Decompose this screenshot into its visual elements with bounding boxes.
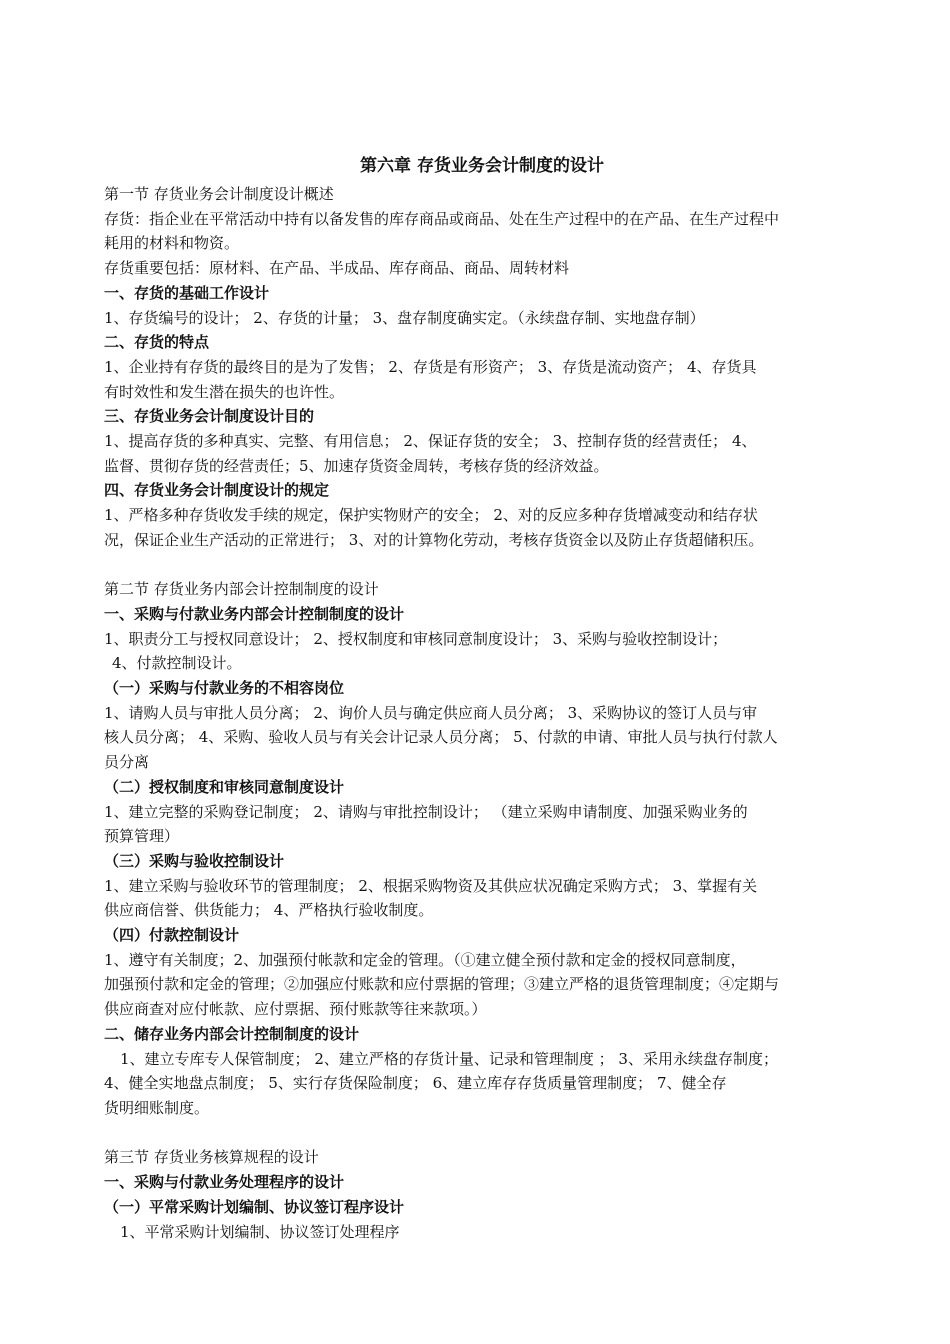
paragraph-line: 1、企业持有存货的最终目的是为了发售； 2、存货是有形资产； 3、存货是流动资产； 4、存货具 <box>104 357 757 376</box>
subheading: 三、存货业务会计制度设计目的 <box>104 407 315 426</box>
paragraph-line: 供应商查对应付帐款、应付票据、预付账款等往来款项。） <box>104 1000 487 1019</box>
paragraph-line: 况，保证企业生产活动的正常进行； 3、对的计算物化劳动，考核存货资金以及防止存货超储积压。 <box>104 530 764 549</box>
paragraph-line: 1、严格多种存货收发手续的规定，保护实物财产的安全； 2、对的反应多种存货增减变动和结存状 <box>104 506 758 525</box>
chapter-title: 第六章 存货业务会计制度的设计 <box>360 156 604 176</box>
paragraph-line: 货明细账制度。 <box>104 1099 210 1117</box>
subheading: 二、存货的特点 <box>104 333 210 352</box>
sub-subheading: （二）授权制度和审核同意制度设计 <box>104 777 345 796</box>
paragraph-line: 员分离 <box>104 753 150 772</box>
subheading: 一、存货的基础工作设计 <box>104 283 270 302</box>
paragraph-line: 1、存货编号的设计； 2、存货的计量； 3、盘存制度确实定。（永续盘存制、实地盘存制） <box>104 308 705 327</box>
paragraph-line: 核人员分离； 4、采购、验收人员与有关会计记录人员分离； 5、付款的申请、审批人员与执行付款人 <box>104 728 778 747</box>
paragraph-line: 1、平常采购计划编制、协议签订处理程序 <box>120 1222 400 1241</box>
paragraph-line: 4、健全实地盘点制度； 5、实行存货保险制度； 6、建立库存存货质量管理制度； 7、健全存 <box>104 1074 727 1093</box>
paragraph-line: 1、建立专库专人保管制度； 2、建立严格的存货计量、记录和管理制度 ； 3、采用永续盘存制度； <box>120 1049 778 1068</box>
paragraph-line: 1、遵守有关制度；2、加强预付帐款和定金的管理。（①建立健全预付款和定金的授权同意制度， <box>104 950 746 969</box>
sub-subheading: （一）平常采购计划编制、协议签订程序设计 <box>104 1197 405 1216</box>
subheading: 二、储存业务内部会计控制制度的设计 <box>104 1024 360 1043</box>
paragraph-line: 1、建立采购与验收环节的管理制度； 2、根据采购物资及其供应状况确定采购方式； 3、掌握有关 <box>104 876 758 895</box>
paragraph-line: 监督、贯彻存货的经营责任；5、加速存货资金周转，考核存货的经济效益。 <box>104 456 609 475</box>
subheading: 一、采购与付款业务处理程序的设计 <box>104 1173 345 1192</box>
paragraph-line: 有时效性和发生潜在损失的也许性。 <box>104 382 345 401</box>
section-2-heading: 第二节 存货业务内部会计控制制度的设计 <box>104 580 379 599</box>
sub-subheading: （四）付款控制设计 <box>104 926 240 945</box>
paragraph-line: 预算管理） <box>104 827 180 846</box>
paragraph-line: 1、建立完整的采购登记制度； 2、请购与审批控制设计； （建立采购申请制度、加强采购业务的 <box>104 802 748 821</box>
paragraph-line: 1、职责分工与授权同意设计； 2、授权制度和审核同意制度设计； 3、采购与验收控制设计； <box>104 629 728 648</box>
paragraph-line: 1、提高存货的多种真实、完整、有用信息； 2、保证存货的安全； 3、控制存货的经营责任； 4、 <box>104 432 757 451</box>
paragraph-line: 供应商信誉、供货能力； 4、严格执行验收制度。 <box>104 901 434 920</box>
sub-subheading: （一）采购与付款业务的不相容岗位 <box>104 679 345 698</box>
blank-line <box>104 553 860 578</box>
subheading: 一、采购与付款业务内部会计控制制度的设计 <box>104 604 405 623</box>
section-1-heading: 第一节 存货业务会计制度设计概述 <box>104 185 334 203</box>
subheading: 四、存货业务会计制度设计的规定 <box>104 481 330 500</box>
sub-subheading: （三）采购与验收控制设计 <box>104 851 285 870</box>
paragraph-line: 4、付款控制设计。 <box>112 654 242 673</box>
paragraph-line: 1、请购人员与审批人员分离； 2、询价人员与确定供应商人员分离； 3、采购协议的签订人员与审 <box>104 703 758 722</box>
paragraph-line: 加强预付款和定金的管理；②加强应付账款和应付票据的管理；③建立严格的退货管理制度；④定期与 <box>104 975 780 994</box>
paragraph-line: 耗用的材料和物资。 <box>104 234 240 253</box>
section-3-heading: 第三节 存货业务核算规程的设计 <box>104 1148 319 1167</box>
paragraph-line: 存货重要包括：原材料、在产品、半成品、库存商品、商品、周转材料 <box>104 259 570 278</box>
blank-line <box>104 1121 860 1146</box>
paragraph-line: 存货：指企业在平常活动中持有以备发售的库存商品或商品、处在生产过程中的在产品、在生产过程中 <box>104 209 780 228</box>
document-body <box>104 150 860 1244</box>
